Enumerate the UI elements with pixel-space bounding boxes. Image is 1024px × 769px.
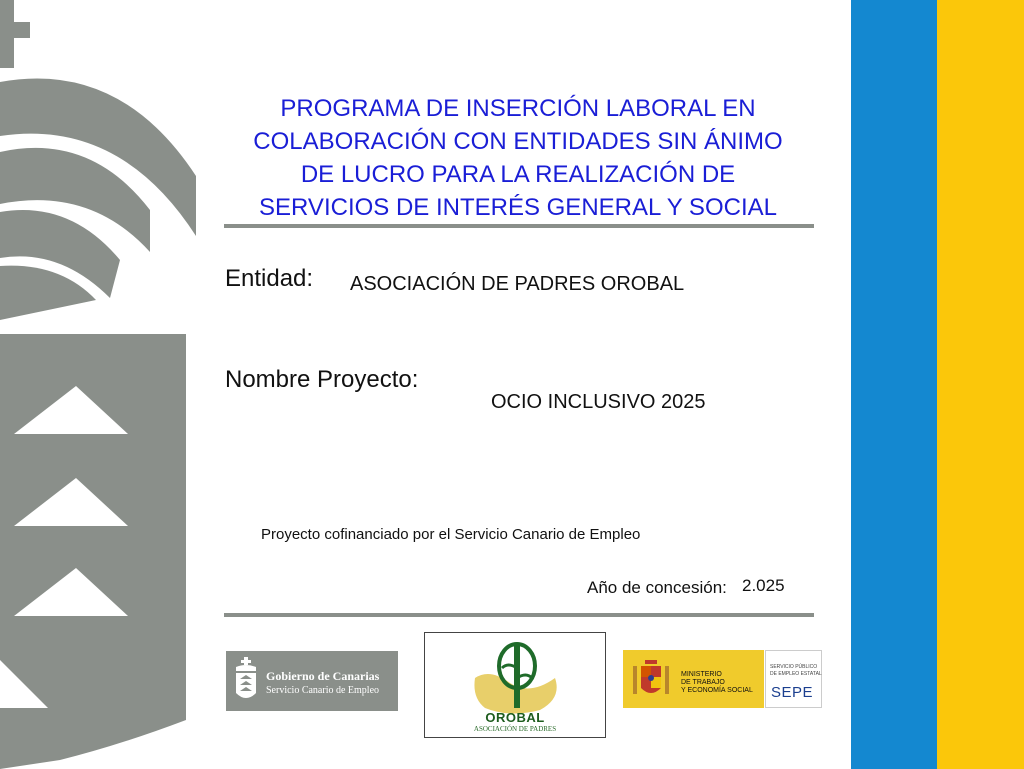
- canarias-emblem-graphic: [0, 0, 200, 769]
- project-value: OCIO INCLUSIVO 2025: [491, 391, 706, 413]
- ministerio-panel: [623, 650, 764, 708]
- yellow-stripe: [937, 0, 1024, 769]
- ministerio-line: MINISTERIO: [681, 671, 722, 678]
- bottom-divider: [224, 613, 814, 617]
- entity-value: ASOCIACIÓN DE PADRES OROBAL: [350, 273, 685, 295]
- year-value: 2.025: [742, 576, 785, 595]
- sepe-line: SERVICIO PÚBLICO: [770, 664, 818, 670]
- spain-coat-of-arms-icon: [631, 656, 671, 702]
- gobierno-canarias-logo: [226, 651, 398, 711]
- title-line: DE LUCRO PARA LA REALIZACIÓN DE: [300, 161, 736, 188]
- gobierno-title: Gobierno de Canarias: [266, 669, 380, 683]
- gobierno-subtitle: Servicio Canario de Empleo: [266, 685, 380, 696]
- ministerio-line: DE TRABAJO: [681, 679, 725, 686]
- entity-label: Entidad:: [225, 265, 314, 292]
- cofinanced-text: Proyecto cofinanciado por el Servicio Canario de Empleo: [261, 526, 641, 543]
- orobal-name: OROBAL: [485, 710, 545, 725]
- title-line: PROGRAMA DE INSERCIÓN LABORAL EN: [280, 95, 756, 122]
- sepe-label: SEPE: [771, 684, 814, 701]
- project-label: Nombre Proyecto:: [225, 366, 419, 393]
- blue-stripe: [851, 0, 937, 769]
- title-line: COLABORACIÓN CON ENTIDADES SIN ÁNIMO: [253, 128, 783, 155]
- program-title: [222, 92, 814, 224]
- orobal-subtitle: ASOCIACIÓN DE PADRES: [473, 725, 557, 733]
- tree-icon: [470, 638, 565, 716]
- year-label: Año de concesión:: [587, 578, 727, 597]
- sepe-panel: [765, 650, 822, 708]
- ministerio-sepe-logo: [623, 650, 822, 708]
- sepe-line: DE EMPLEO ESTATAL: [770, 671, 822, 677]
- orobal-logo: [424, 632, 606, 738]
- crest-icon: [234, 657, 258, 705]
- ministerio-line: Y ECONOMÍA SOCIAL: [681, 687, 753, 694]
- title-line: SERVICIOS DE INTERÉS GENERAL Y SOCIAL: [259, 194, 777, 221]
- top-divider: [224, 224, 814, 228]
